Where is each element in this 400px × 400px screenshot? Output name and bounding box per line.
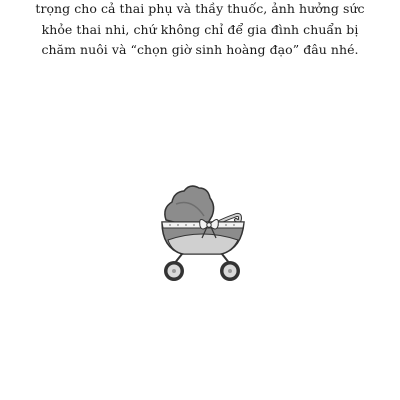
stroller-wheel-right: [220, 261, 240, 281]
paragraph-line-2: khỏe thai nhi, chứ không chỉ để gia đình chuẩn bị: [41, 21, 359, 37]
baby-stroller-icon: [152, 180, 252, 284]
paragraph-line-1: trọng cho cả thai phụ và thầy thuốc, ảnh hưởng sức: [35, 1, 365, 16]
paragraph-line-3: chăm nuôi và “chọn giờ sinh hoàng đạo” đâu nhé.: [41, 42, 359, 57]
stroller-wheel-left: [164, 261, 184, 281]
paragraph: [0, 0, 400, 61]
